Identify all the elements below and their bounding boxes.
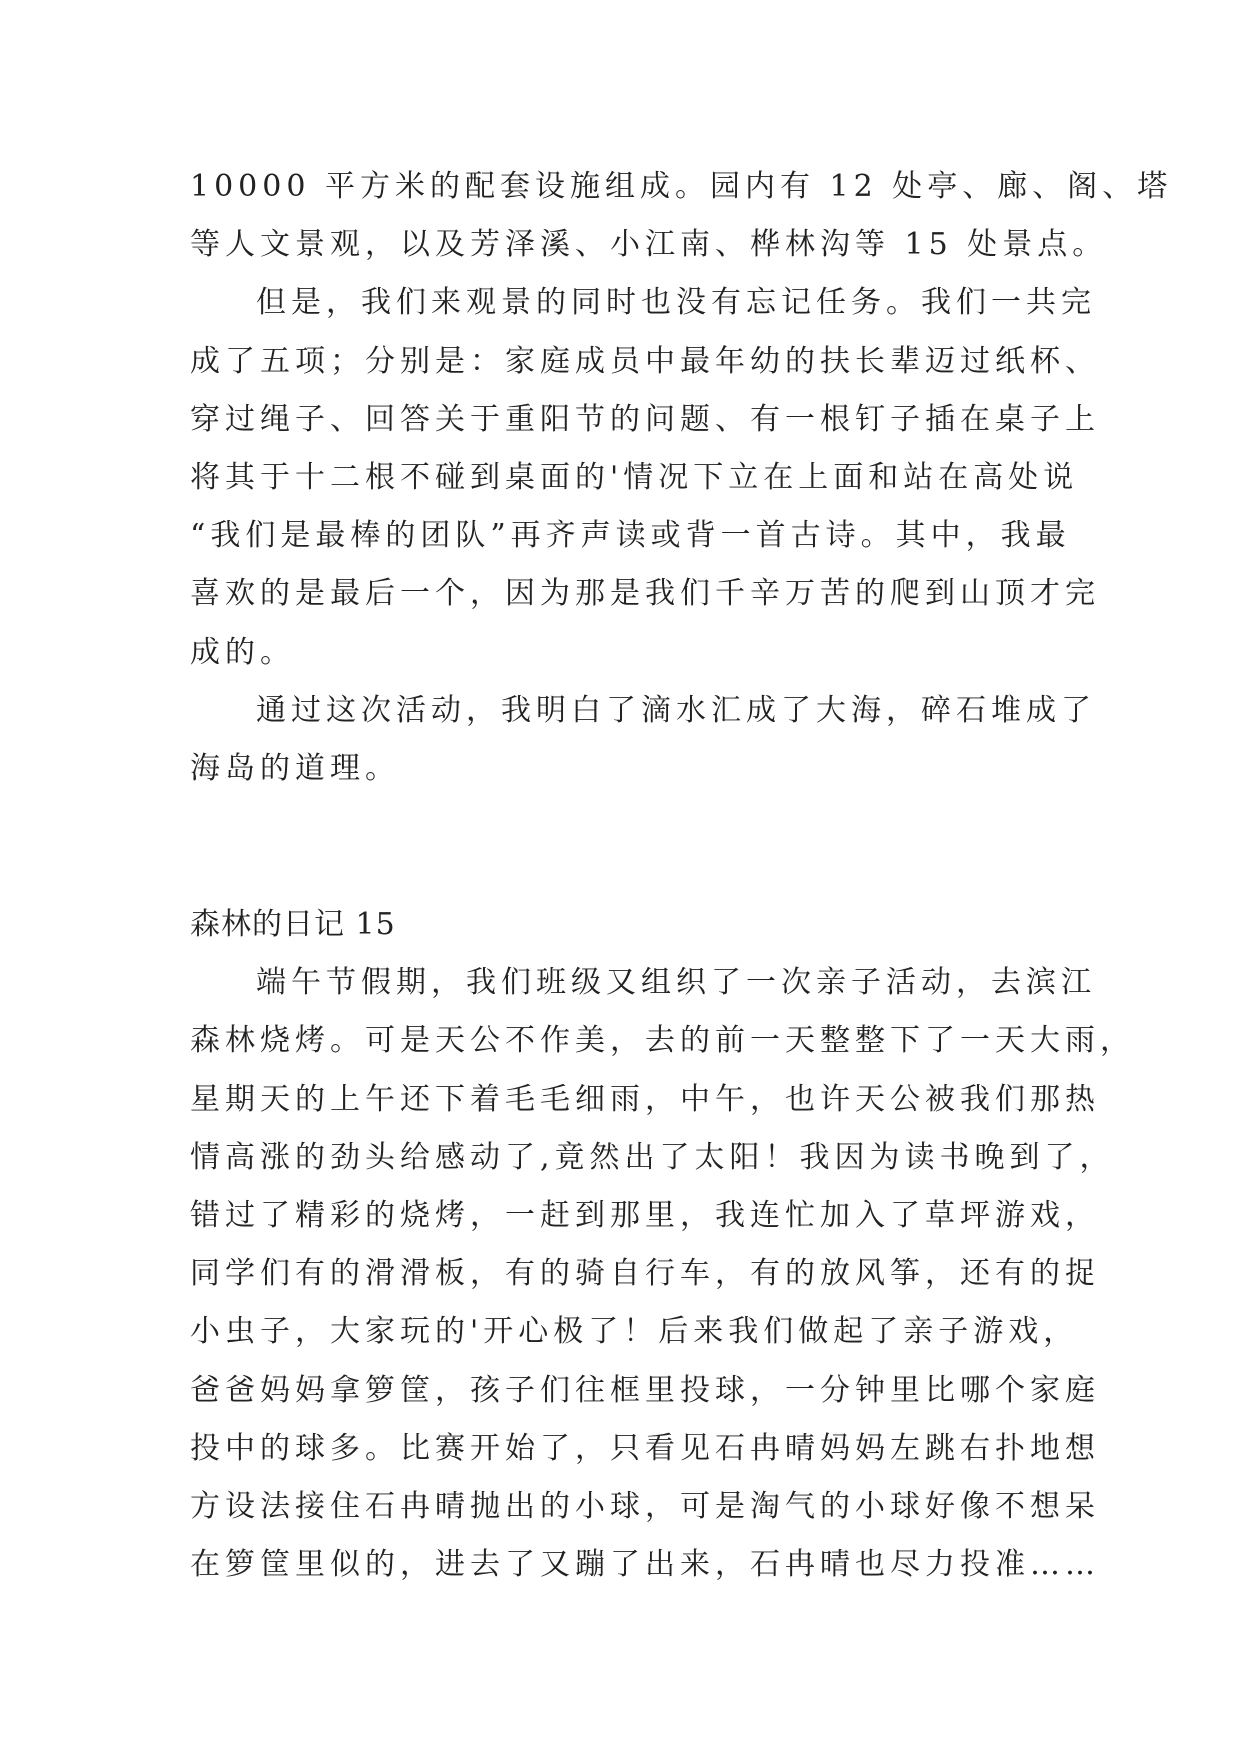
text-line: 同学们有的滑滑板，有的骑自行车，有的放风筝，还有的捉: [190, 1256, 1100, 1292]
text-line: 星期天的上午还下着毛毛细雨，中午，也许天公被我们那热: [190, 1081, 1100, 1117]
text-line: 但是，我们来观景的同时也没有忘记任务。我们一共完: [256, 285, 1096, 321]
paragraph-tasks: [190, 274, 1100, 681]
text-line: 端午节假期，我们班级又组织了一次亲子活动，去滨江: [256, 965, 1096, 1001]
text-line: 10000 平方米的配套设施组成。园内有 12 处亭、廊、阁、塔: [190, 169, 1173, 204]
text-line: 海岛的道理。: [190, 750, 400, 786]
text-line: 通过这次活动，我明白了滴水汇成了大海，碎石堆成了: [256, 692, 1096, 728]
text-line: 穿过绳子、回答关于重阳节的问题、有一根钉子插在桌子上: [190, 401, 1100, 437]
text-line: 成了五项；分别是：家庭成员中最年幼的扶长辈迈过纸杯、: [190, 343, 1100, 379]
text-line: 将其于十二根不碰到桌面的'情况下立在上面和站在高处说: [190, 459, 1079, 495]
text-line: 小虫子，大家玩的'开心极了！后来我们做起了亲子游戏，: [190, 1314, 1079, 1350]
text-line: 在箩筐里似的，进去了又蹦了出来，石冉晴也尽力投准……: [190, 1547, 1100, 1583]
text-line: 森林烧烤。可是天公不作美，去的前一天整整下了一天大雨，: [190, 1023, 1135, 1059]
section-spacer: [190, 798, 1070, 896]
text-line: 情高涨的劲头给感动了,竟然出了太阳！我因为读书晚到了，: [190, 1139, 1115, 1175]
document-body: [190, 158, 1173, 1594]
section-title: 森林的日记 15: [190, 907, 396, 943]
paragraph-story: [190, 954, 1135, 1594]
paragraph-park-description: [190, 158, 1173, 274]
text-line: 等人文景观，以及芳泽溪、小江南、桦林沟等 15 处景点。: [190, 227, 1108, 263]
text-line: 投中的球多。比赛开始了，只看见石冉晴妈妈左跳右扑地想: [190, 1430, 1100, 1466]
text-line: 喜欢的是最后一个，因为那是我们千辛万苦的爬到山顶才完: [190, 576, 1100, 612]
text-line: 方设法接住石冉晴抛出的小球，可是淘气的小球好像不想呆: [190, 1488, 1100, 1524]
paragraph-lesson: [190, 682, 1096, 798]
text-line: “我们是最棒的团队”再齐声读或背一首古诗。其中，我最: [190, 518, 1071, 554]
text-line: 成的。: [190, 634, 295, 670]
text-line: 错过了精彩的烧烤，一赶到那里，我连忙加入了草坪游戏，: [190, 1198, 1100, 1233]
text-line: 爸爸妈妈拿箩筐，孩子们往框里投球，一分钟里比哪个家庭: [190, 1372, 1100, 1408]
